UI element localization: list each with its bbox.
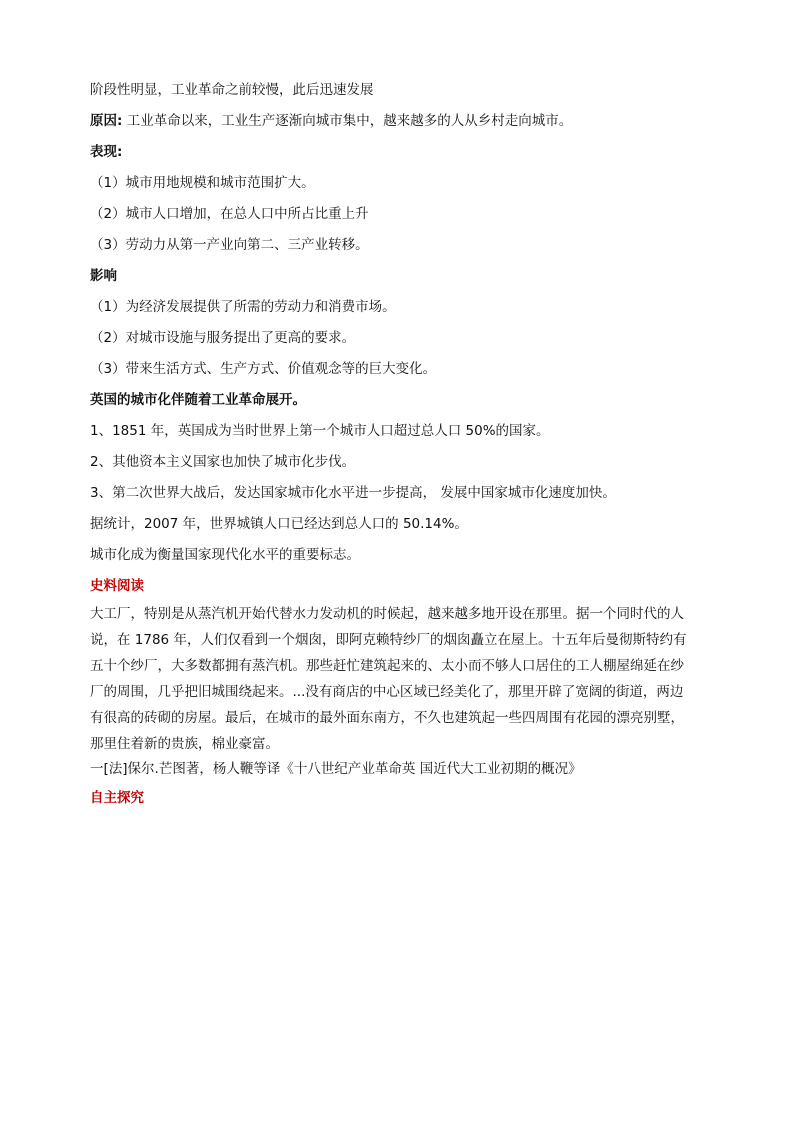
britain-item-1: 1、1851 年，英国成为当时世界上第一个城市人口超过总人口 50%的国家。 bbox=[90, 423, 550, 439]
britain-heading: 英国的城市化伴随着工业革命展开。 bbox=[90, 392, 306, 408]
reading-line-2: 说，在 1786 年，人们仅看到一个烟囱，即阿克赖特纱厂的烟囱矗立在屋上。十五年后曼彻斯特约有 bbox=[90, 632, 687, 648]
impact-heading: 影响 bbox=[90, 268, 117, 284]
intro-line: 阶段性明显，工业革命之前较慢，此后迅速发展 bbox=[90, 82, 374, 98]
britain-item-3: 3、第二次世界大战后，发达国家城市化水平进一步提高， 发展中国家城市化速度加快。 bbox=[90, 485, 616, 501]
manifestation-heading: 表现: bbox=[90, 144, 123, 160]
britain-item-2: 2、其他资本主义国家也加快了城市化步伐。 bbox=[90, 454, 356, 470]
impact-item-2: （2）对城市设施与服务提出了更高的要求。 bbox=[90, 330, 356, 346]
manifestation-item-1: （1）城市用地规模和城市范围扩大。 bbox=[90, 175, 315, 191]
document-page bbox=[90, 80, 720, 819]
manifestation-item-2: （2）城市人口增加，在总人口中所占比重上升 bbox=[90, 206, 369, 222]
manifestation-item-3: （3）劳动力从第一产业向第二、三产业转移。 bbox=[90, 237, 369, 253]
reading-source: 一[法]保尔.芒图著，杨人鞭等译《十八世纪产业革命英 国近代大工业初期的概况》 bbox=[90, 761, 582, 777]
reading-paragraph bbox=[90, 601, 720, 757]
reading-line-5: 有很高的砖砌的房屋。最后，在城市的最外面东南方，不久也建筑起一些四周围有花园的漂亮别墅， bbox=[90, 710, 684, 726]
impact-item-1: （1）为经济发展提供了所需的劳动力和消费市场。 bbox=[90, 299, 396, 315]
explore-heading: 自主探究 bbox=[90, 790, 144, 806]
reading-line-3: 五十个纱厂，大多数都拥有蒸汽机。那些赶忙建筑起来的、太小而不够人口居住的工人棚屋绵延在纱 bbox=[90, 658, 684, 674]
reading-line-6: 那里住着新的贵族，棉业豪富。 bbox=[90, 736, 279, 752]
cause-line bbox=[90, 111, 720, 131]
reading-line-1: 大工厂，特别是从蒸汽机开始代替水力发动机的时候起，越来越多地开设在那里。据一个同时代的人 bbox=[90, 606, 684, 622]
cause-label: 原因: bbox=[90, 113, 123, 129]
statistics-line: 据统计，2007 年，世界城镇人口已经达到总人口的 50.14%。 bbox=[90, 516, 468, 532]
reading-heading: 史料阅读 bbox=[90, 578, 144, 594]
modernization-line: 城市化成为衡量国家现代化水平的重要标志。 bbox=[90, 547, 360, 563]
reading-line-4: 厂的周围，几乎把旧城围绕起来。...没有商店的中心区域已经美化了，那里开辟了宽阔的街道，两边 bbox=[90, 684, 684, 700]
impact-item-3: （3）带来生活方式、生产方式、价值观念等的巨大变化。 bbox=[90, 361, 437, 377]
cause-text: 工业革命以来，工业生产逐渐向城市集中，越来越多的人从乡村走向城市。 bbox=[122, 113, 573, 129]
